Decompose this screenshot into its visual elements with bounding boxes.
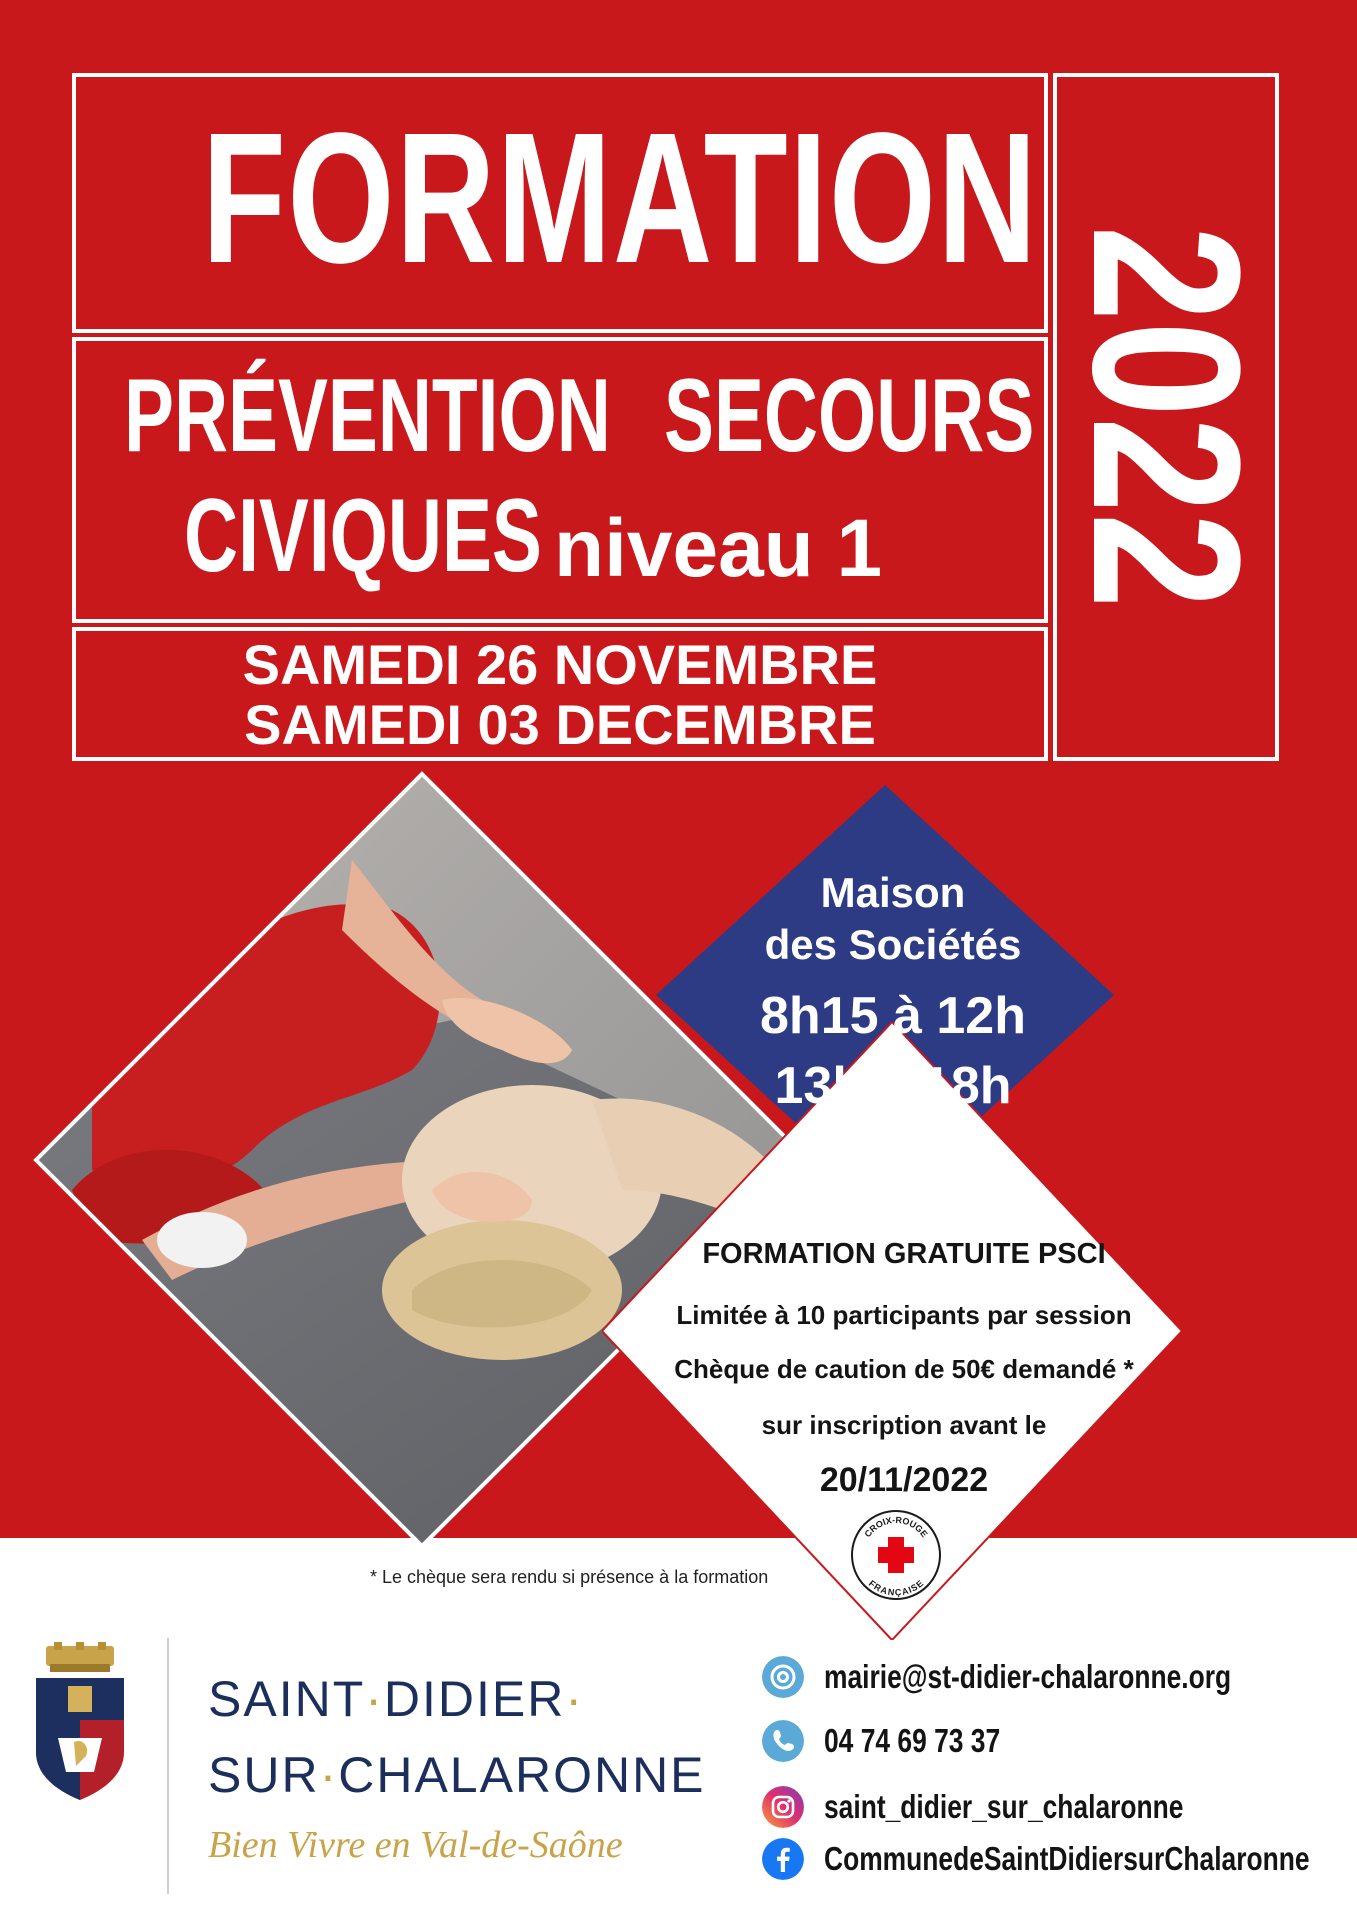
town-name-line-2 [208, 1746, 706, 1804]
year-frame [1049, 73, 1284, 761]
instagram-handle[interactable]: saint_didier_sur_chalaronne [824, 1788, 1184, 1825]
date-line-2: SAMEDI 03 DECEMBRE [244, 693, 876, 756]
at-icon [762, 1656, 804, 1698]
red-cross-logo [850, 1509, 942, 1601]
facebook-icon [762, 1838, 804, 1880]
date-line-1: SAMEDI 26 NOVEMBRE [242, 633, 878, 696]
dot-separator: · [365, 1671, 384, 1727]
cheque-footnote: * Le chèque sera rendu si présence à la formation [370, 1567, 769, 1587]
logo-text-top: CROIX-ROUGE [862, 1514, 930, 1540]
registration-deadline: 20/11/2022 [819, 1461, 989, 1499]
town-crest-icon [30, 1642, 130, 1802]
town-tagline: Bien Vivre en Val-de-Saône [208, 1824, 623, 1866]
venue-name-line-1: Maison [820, 869, 966, 916]
logo-text-bottom: FRANÇAISE [866, 1578, 926, 1598]
info-deposit: Chèque de caution de 50€ demandé * [674, 1354, 1134, 1384]
subtitle-prevention: PRÉVENTION [124, 358, 611, 474]
info-participants: Limitée à 10 participants par session [676, 1300, 1132, 1330]
footer-divider [167, 1638, 169, 1894]
title-frame [72, 73, 1048, 333]
facebook-page[interactable]: CommunedeSaintDidiersurChalaronne [824, 1840, 1310, 1877]
dot-separator: · [319, 1747, 339, 1803]
town-word-chalaronne: CHALARONNE [338, 1747, 706, 1803]
subtitle-frame [72, 337, 1048, 623]
subtitle-line-2 [76, 478, 1044, 594]
town-word-didier: DIDIER [383, 1671, 566, 1727]
phone-icon [762, 1720, 804, 1762]
subtitle-civiques: CIVIQUES [184, 478, 542, 594]
phone-number[interactable]: 04 74 69 73 37 [824, 1722, 1001, 1759]
town-name-line-1 [208, 1670, 584, 1728]
venue-name-line-2: des Sociétés [764, 921, 1022, 968]
dates-frame [72, 627, 1048, 761]
town-word-sur: SUR [208, 1747, 320, 1803]
subtitle-secours: SECOURS [664, 358, 1035, 474]
town-word-saint: SAINT [208, 1671, 366, 1727]
instagram-icon [762, 1786, 804, 1828]
info-title: FORMATION GRATUITE PSCI [702, 1238, 1106, 1270]
page-title: FORMATION [201, 95, 1039, 302]
year-label: 2022 [1049, 225, 1284, 609]
morning-hours: 8h15 à 12h [760, 987, 1026, 1045]
dot-separator: · [565, 1671, 585, 1727]
subtitle-level: niveau 1 [554, 503, 883, 594]
subtitle-line-1 [76, 358, 1044, 474]
email-address[interactable]: mairie@st-didier-chalaronne.org [824, 1658, 1232, 1695]
afternoon-hours: 13h à 18h [774, 1057, 1012, 1115]
info-registration: sur inscription avant le [761, 1410, 1047, 1440]
